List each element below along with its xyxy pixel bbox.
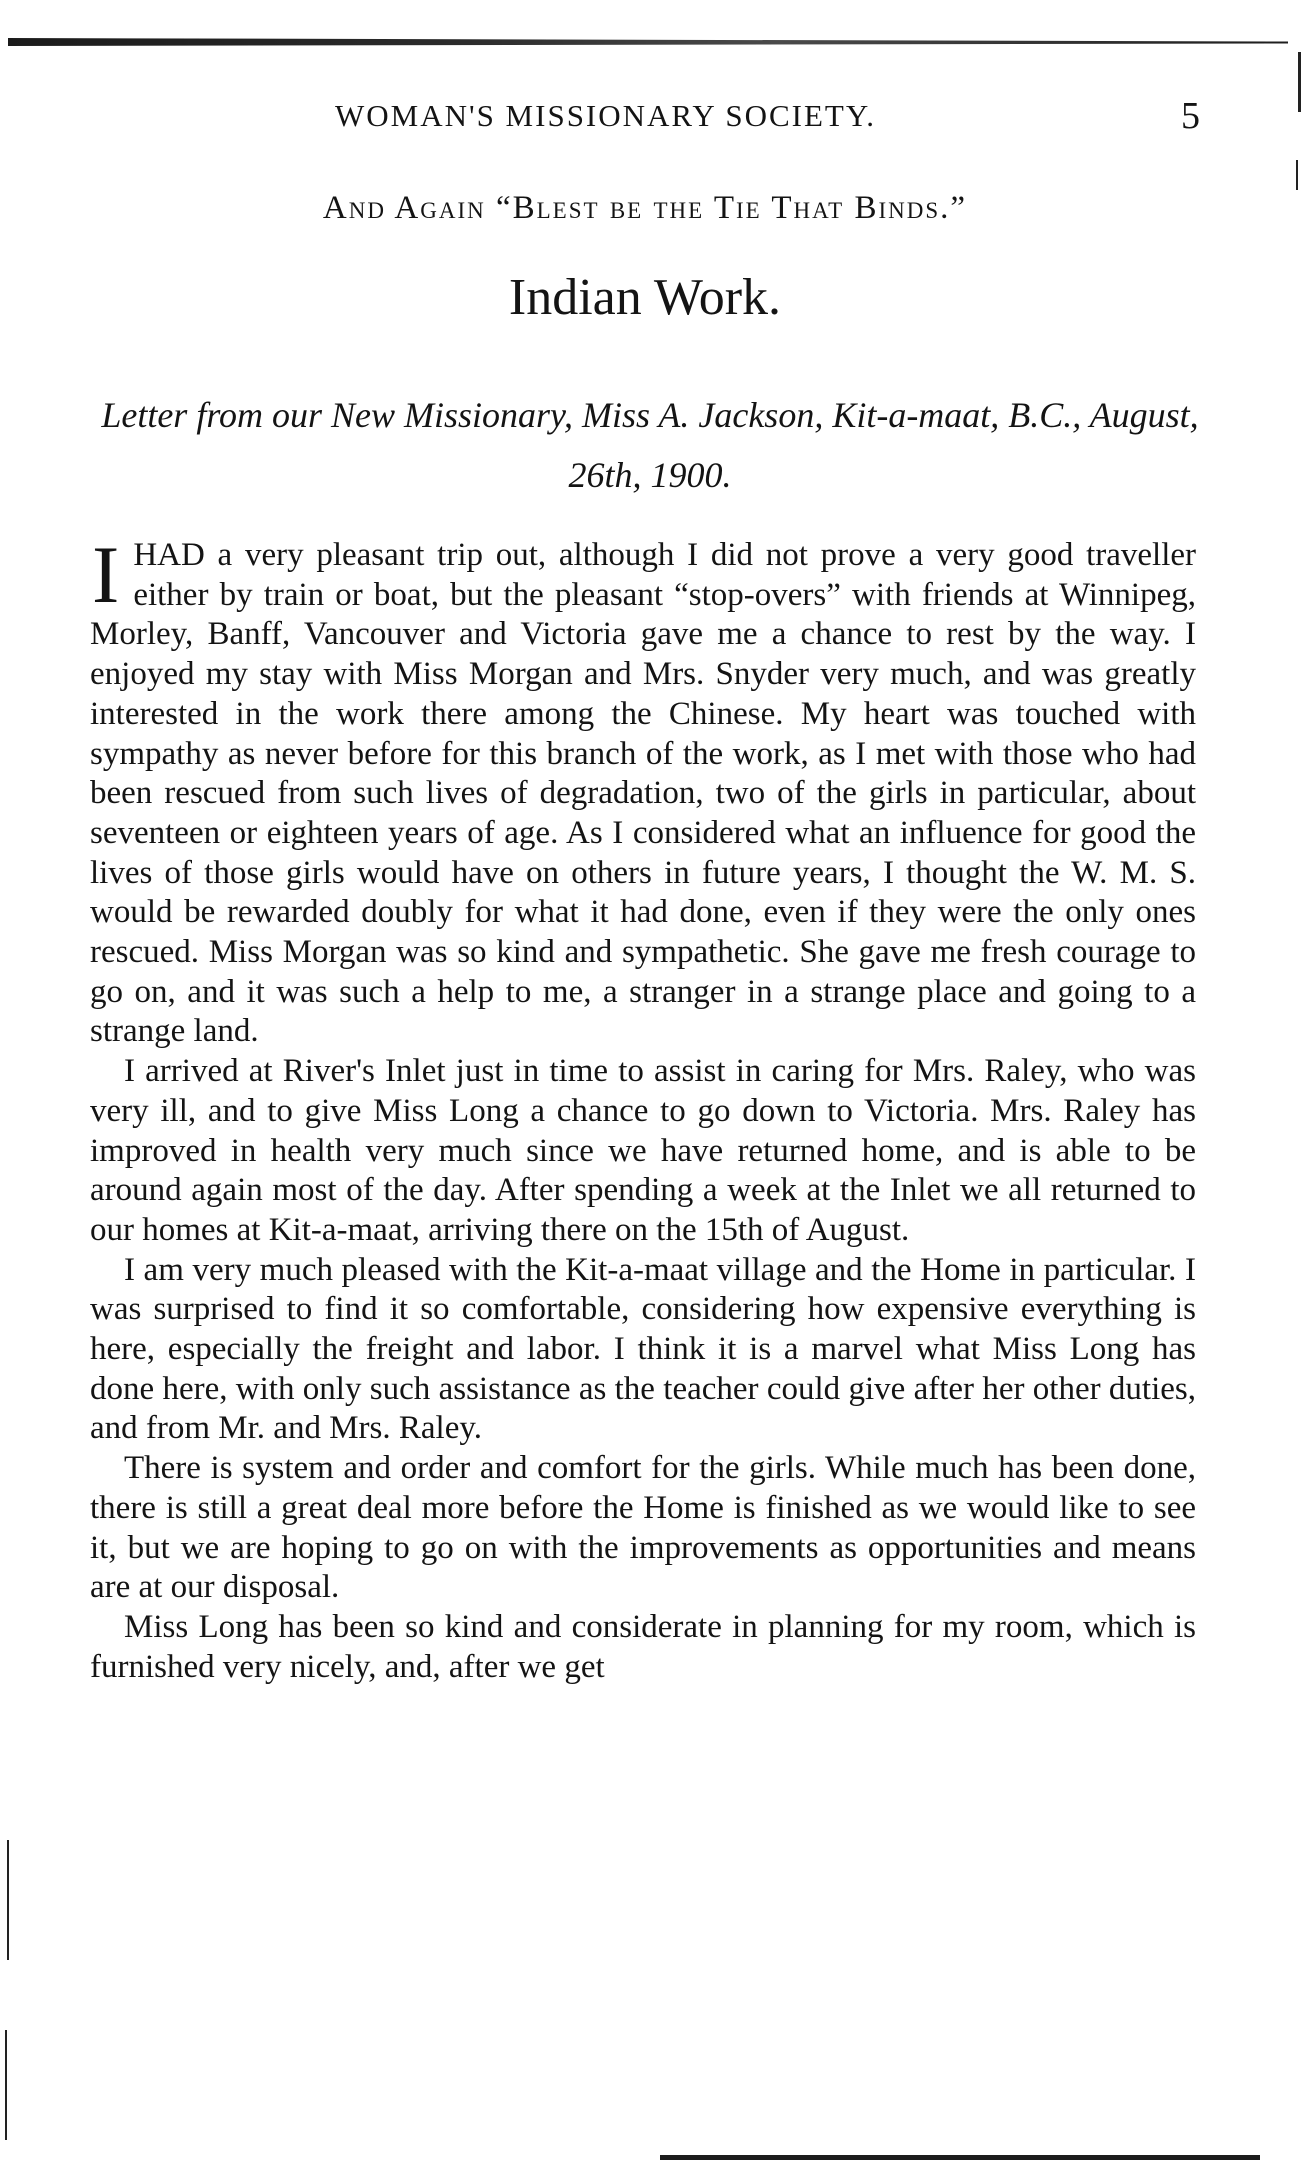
paragraph: There is system and order and comfort for the girls. While much has been done, there is still a great deal more before the Home is finished as we would like to see it, but we are hoping to go on with the improvements as opportunities and means are at our disposal. [90, 1450, 1196, 1606]
paragraph [90, 529, 1196, 1052]
running-title: WOMAN'S MISSIONARY SOCIETY. [335, 98, 877, 133]
article-heading: Indian Work. [508, 269, 782, 326]
paragraph: I am very much pleased with the Kit-a-maat village and the Home in particular. I was surprised to find it so comfortable, considering how expensive everything is here, especially the freight and labor. I think it is a marvel what Miss Long has done here, with only such assistance as the teacher could give after her other duties, and from Mr. and Mrs. Raley. [90, 1251, 1196, 1447]
paragraph: I arrived at River's Inlet just in time to assist in caring for Mrs. Raley, who was very ill, and to give Miss Long a chance to go down to Victoria. Mrs. Raley has improved in health very much since we have returned home, and is able to be around again most of the day. After spending a week at the Inlet we all returned to our homes at Kit-a-maat, arriving there on the 15th of August. [90, 1053, 1196, 1248]
top-rule [8, 36, 1288, 46]
scan-mark [1296, 160, 1298, 190]
page-number: 5 [1181, 95, 1200, 137]
scan-mark [5, 2030, 7, 2140]
drop-cap: I [92, 529, 120, 620]
letter-dateline: Letter from our New Missionary, Miss A. Jackson, Kit-a-maat, B.C., August, 26th, 1900. [101, 395, 1199, 495]
letter-body [90, 529, 1196, 1687]
scan-mark [1298, 52, 1301, 112]
section-subtitle: And Again “Blest be the Tie That Binds.” [322, 190, 968, 226]
paragraph: Miss Long has been so kind and considerate in planning for my room, which is furnished very nicely, and, after we get [90, 1608, 1196, 1685]
paragraph-text: HAD a very pleasant trip out, although I did not prove a very good traveller either by train or boat, but the pleasant “stop-overs” with friends at Winnipeg, Morley, Banff, Vancouver and Victoria gave me a chance to rest by the way. I enjoyed my stay with Miss Morgan and Mrs. Snyder very much, and was greatly interested in the work there among the Chinese. My heart was touched with sympathy as never before for this branch of the work, as I met with those who had been rescued from such lives of degradation, two of the girls in particular, about seventeen or eighteen years of age. As I considered what an influence for good the lives of those girls would have on others in future years, I thought the W. M. S. would be rewarded doubly for what it had done, even if they were the only ones rescued. Miss Morgan was so kind and sympathetic. She gave me fresh courage to go on, and it was such a help to me, a stranger in a strange place and going to a strange land. [90, 537, 1196, 1050]
running-head [90, 95, 1200, 148]
bottom-rule [660, 2155, 1260, 2160]
scan-mark [7, 1840, 9, 1960]
